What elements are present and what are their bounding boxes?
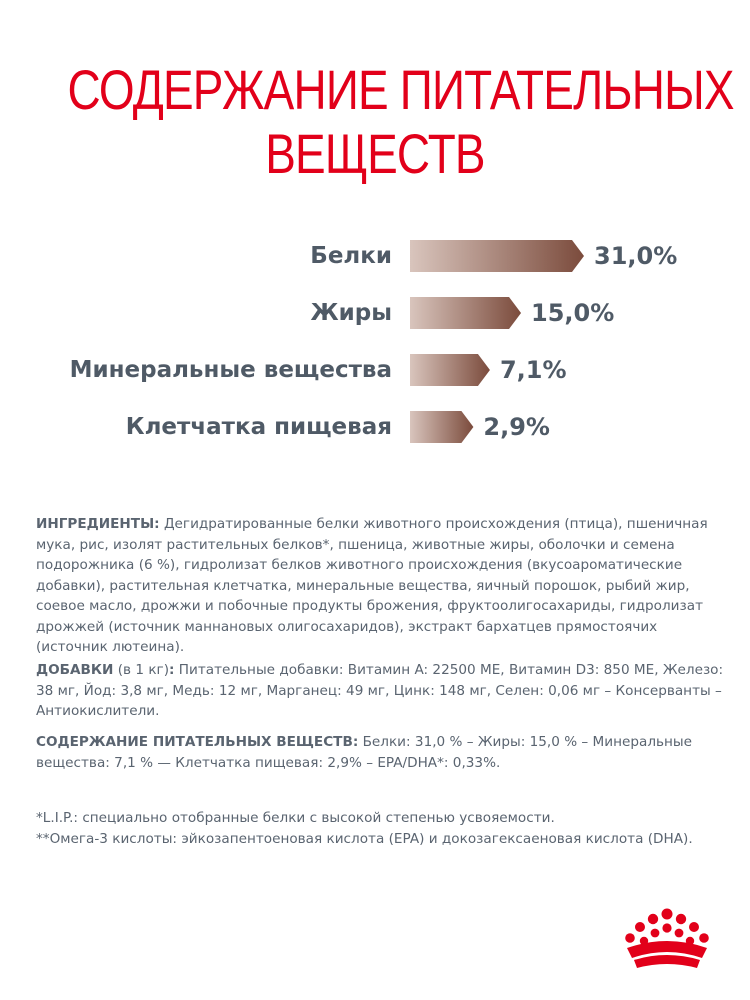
additives-text: Питательные добавки: Витамин A: 22500 МЕ, Витамин D3: 850 МЕ, Железо: 38 мг, Йод: 3,8 мг, Медь: 12 мг, Марганец: 49 мг, Цинк: 148 мг, Селен: 0,06 мг – Консерванты – Антиокислители. xyxy=(36,662,724,719)
chart-bar-shape xyxy=(410,240,584,272)
chart-bar xyxy=(410,354,490,386)
crown-icon xyxy=(622,906,712,972)
chart-row xyxy=(0,407,750,447)
title-line-2: ВЕЩЕСТВ xyxy=(265,122,485,185)
chart-value-label: 15,0% xyxy=(531,299,615,327)
ingredients-text: Дегидратированные белки животного происхождения (птица), пшеничная мука, рис, изолят растительных белков*, пшеница, животные жиры, оболочки и семена подорожника (6 %), гидролизат белков животного происхождения (вкусоароматические добавки), растительная клетчатка, минеральные вещества, яичный порошок, рыбий жир, соевое масло, дрожжи и побочные продукты брожения, фруктоолигосахариды, гидролизат дрожжей (источник маннановых олигосахаридов), экстракт бархатцев прямостоячих (источник лютеина). xyxy=(36,516,708,655)
ingredients-section xyxy=(36,514,726,658)
nutrients-section xyxy=(36,732,726,773)
chart-bar-shape xyxy=(410,411,473,443)
footnotes-section xyxy=(36,808,726,849)
chart-value-label: 31,0% xyxy=(594,242,678,270)
chart-category-label: Белки xyxy=(310,243,392,269)
footnote-omega3: **Омега-3 кислоты: эйкозапентоеновая кислота (EPA) и докозагексаеновая кислота (DHA). xyxy=(36,830,693,847)
chart-value-label: 2,9% xyxy=(483,413,550,441)
chart-category-label: Минеральные вещества xyxy=(69,357,392,383)
nutrient-bar-chart xyxy=(0,236,750,456)
title-line-1: СОДЕРЖАНИЕ ПИТАТЕЛЬНЫХ xyxy=(67,58,734,121)
chart-bar xyxy=(410,240,584,272)
chart-category-label: Клетчатка пищевая xyxy=(125,414,392,440)
chart-bar-shape xyxy=(410,297,521,329)
nutrients-text: Белки: 31,0 % – Жиры: 15,0 % – Минеральные вещества: 7,1 % — Клетчатка пищевая: 2,9% – EPA/DHA*: 0,33%. xyxy=(36,734,693,771)
chart-row xyxy=(0,293,750,333)
chart-value-label: 7,1% xyxy=(499,356,567,384)
additives-subheading: (в 1 кг) xyxy=(117,662,169,678)
nutrients-heading: СОДЕРЖАНИЕ ПИТАТЕЛЬНЫХ ВЕЩЕСТВ: xyxy=(36,734,359,750)
chart-row xyxy=(0,350,750,390)
additives-section xyxy=(36,660,726,722)
additives-colon: : xyxy=(169,662,175,678)
chart-category-label: Жиры xyxy=(310,300,392,326)
chart-row xyxy=(0,236,750,276)
ingredients-heading: ИНГРЕДИЕНТЫ: xyxy=(36,516,160,532)
chart-bar-shape xyxy=(410,354,490,386)
chart-bar xyxy=(410,411,473,443)
additives-heading: ДОБАВКИ xyxy=(36,662,114,678)
footnote-lip: *L.I.P.: специально отобранные белки с высокой степенью усвояемости. xyxy=(36,810,555,826)
chart-bar xyxy=(410,297,521,329)
page-title xyxy=(67,58,734,186)
